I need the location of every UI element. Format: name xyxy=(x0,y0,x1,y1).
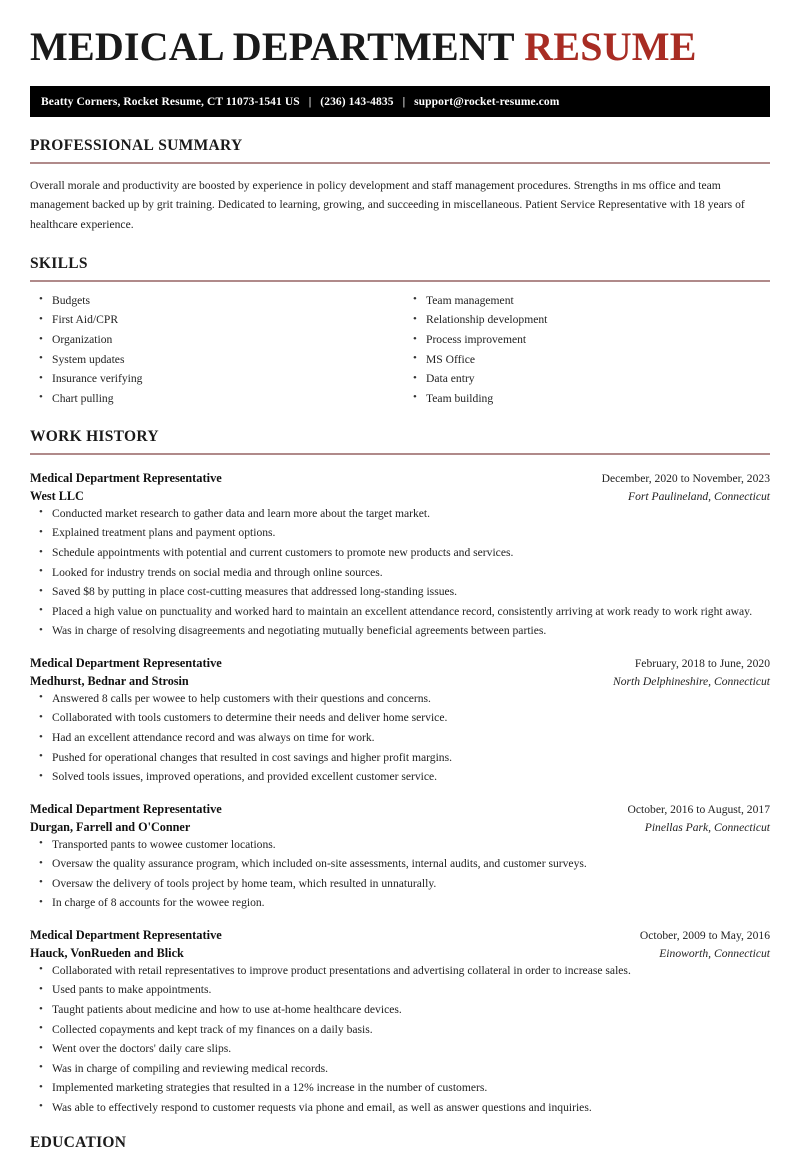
work-history-entry xyxy=(30,469,770,639)
work-history-list xyxy=(30,469,770,1116)
job-bullet: • Was in charge of resolving disagreements and negotiating mutually beneficial agreements between parties. xyxy=(30,623,770,638)
job-bullet: • Schedule appointments with potential and current customers to promote new products and services. xyxy=(30,545,770,560)
skills-list-left xyxy=(30,293,400,406)
job-location: Einoworth, Connecticut xyxy=(659,947,770,961)
job-company: Durgan, Farrell and O'Conner xyxy=(30,820,191,835)
skills-column-left xyxy=(30,293,400,411)
skill-item: • System updates xyxy=(30,352,400,367)
summary-text: Overall morale and productivity are boosted by experience in policy development and staff management procedures. Strengths in ms office and team management backed up by grit training. Dedicated to learning, growing, and succeeding in miscellaneous. Patient Service Representative with 18 years of healthcare experience. xyxy=(30,178,745,232)
skills-list-right xyxy=(404,293,770,406)
job-date-range: February, 2018 to June, 2020 xyxy=(634,656,770,670)
job-location: Pinellas Park, Connecticut xyxy=(644,821,770,835)
job-bullet: • Went over the doctors' daily care slips. xyxy=(30,1041,770,1056)
job-bullet-list xyxy=(30,691,770,785)
work-history-entry xyxy=(30,654,770,785)
title-main-text: MEDICAL DEPARTMENT xyxy=(30,24,515,69)
skill-item: • Chart pulling xyxy=(30,391,400,406)
job-title: Medical Department Representative xyxy=(30,927,222,942)
skill-item: • Relationship development xyxy=(404,312,770,327)
skill-item: • First Aid/CPR xyxy=(30,312,400,327)
resume-content xyxy=(30,0,770,1152)
section-heading-education xyxy=(30,1134,770,1152)
job-bullet: • Was in charge of compiling and reviewing medical records. xyxy=(30,1061,770,1076)
skill-item: • Process improvement xyxy=(404,332,770,347)
job-bullet: • Looked for industry trends on social media and through online sources. xyxy=(30,565,770,580)
section-skills xyxy=(30,255,770,410)
contact-phone[interactable]: (236) 143-4835 xyxy=(320,95,394,108)
job-bullet: • Collected copayments and kept track of my finances on a daily basis. xyxy=(30,1022,770,1037)
job-bullet: • Collaborated with retail representatives to improve product presentations and advertising collateral in order to increase sales. xyxy=(30,963,770,978)
job-company: West LLC xyxy=(30,489,84,504)
contact-email[interactable]: support@rocket-resume.com xyxy=(414,95,560,108)
job-date-range: October, 2009 to May, 2016 xyxy=(639,928,770,942)
job-date-range: December, 2020 to November, 2023 xyxy=(601,471,770,485)
job-bullet: • Had an excellent attendance record and was always on time for work. xyxy=(30,730,770,745)
job-bullet: • Solved tools issues, improved operations, and provided excellent customer service. xyxy=(30,769,770,784)
section-rule-skills xyxy=(30,280,770,282)
job-bullet: • Pushed for operational changes that resulted in cost savings and higher profit margins. xyxy=(30,750,770,765)
job-bullet: • In charge of 8 accounts for the wowee region. xyxy=(30,895,770,910)
page-title xyxy=(30,0,770,67)
job-bullet: • Implemented marketing strategies that resulted in a 12% increase in the number of customers. xyxy=(30,1080,770,1095)
section-professional-summary xyxy=(30,137,770,235)
skills-column-right xyxy=(400,293,770,411)
skill-item: • Insurance verifying xyxy=(30,371,400,386)
job-company-row xyxy=(30,672,770,690)
contact-separator-2: | xyxy=(402,95,406,108)
job-bullet: • Placed a high value on punctuality and worked hard to maintain an excellent attendance record, consistently arriving at work ready to work right away. xyxy=(30,604,770,619)
heading-word-1: EDUCATION xyxy=(30,1134,127,1152)
section-heading-work-history xyxy=(30,428,770,446)
job-location: North Delphineshire, Connecticut xyxy=(612,675,770,689)
skill-item: • MS Office xyxy=(404,352,770,367)
job-bullet: • Transported pants to wowee customer locations. xyxy=(30,837,770,852)
heading-word-2: HISTORY xyxy=(86,428,159,446)
contact-separator-1: | xyxy=(308,95,312,108)
job-title: Medical Department Representative xyxy=(30,470,222,485)
job-company-row xyxy=(30,487,770,505)
work-history-entry xyxy=(30,926,770,1116)
contact-bar xyxy=(30,86,770,117)
job-bullet: • Oversaw the quality assurance program, which included on-site assessments, internal audits, and customer surveys. xyxy=(30,856,770,871)
job-bullet: • Oversaw the delivery of tools project by home team, which resulted in unnaturally. xyxy=(30,876,770,891)
job-bullet: • Taught patients about medicine and how to use at-home healthcare devices. xyxy=(30,1002,770,1017)
section-rule-summary xyxy=(30,162,770,164)
work-history-entry xyxy=(30,800,770,911)
skill-item: • Data entry xyxy=(404,371,770,386)
job-title-row xyxy=(30,926,770,945)
job-title-row xyxy=(30,654,770,673)
job-location: Fort Paulineland, Connecticut xyxy=(627,490,770,504)
section-rule-work-history xyxy=(30,453,770,455)
job-bullet: • Answered 8 calls per wowee to help customers with their questions and concerns. xyxy=(30,691,770,706)
skill-item: • Budgets xyxy=(30,293,400,308)
job-bullet: • Saved $8 by putting in place cost-cutting measures that addressed long-standing issues. xyxy=(30,584,770,599)
section-work-history xyxy=(30,428,770,1115)
job-bullet-list xyxy=(30,506,770,639)
skill-item: • Team building xyxy=(404,391,770,406)
skill-item: • Organization xyxy=(30,332,400,347)
job-title-row xyxy=(30,469,770,488)
job-company-row xyxy=(30,944,770,962)
section-heading-professional-summary xyxy=(30,137,770,155)
skills-columns xyxy=(30,293,770,411)
job-bullet: • Explained treatment plans and payment options. xyxy=(30,525,770,540)
job-bullet: • Was able to effectively respond to customer requests via phone and email, as well as answer questions and inquiries. xyxy=(30,1100,770,1115)
job-bullet: • Collaborated with tools customers to determine their needs and deliver home service. xyxy=(30,710,770,725)
job-title-row xyxy=(30,800,770,819)
job-bullet-list xyxy=(30,837,770,911)
heading-word-1: WORK xyxy=(30,428,83,446)
job-company-row xyxy=(30,818,770,836)
skill-item: • Team management xyxy=(404,293,770,308)
heading-word-2: SUMMARY xyxy=(158,137,243,154)
title-accent-text: RESUME xyxy=(524,24,697,69)
job-bullet-list xyxy=(30,963,770,1116)
job-title: Medical Department Representative xyxy=(30,801,222,816)
heading-word-1: SKILLS xyxy=(30,255,88,273)
job-bullet: • Used pants to make appointments. xyxy=(30,982,770,997)
job-date-range: October, 2016 to August, 2017 xyxy=(627,802,770,816)
job-company: Medhurst, Bednar and Strosin xyxy=(30,674,189,689)
heading-word-1: PROFESSIONAL xyxy=(30,137,155,154)
job-title: Medical Department Representative xyxy=(30,655,222,670)
contact-address: Beatty Corners, Rocket Resume, CT 11073-1541 US xyxy=(41,95,300,108)
section-heading-skills xyxy=(30,255,770,273)
section-education xyxy=(30,1134,770,1152)
job-bullet: • Conducted market research to gather data and learn more about the target market. xyxy=(30,506,770,521)
job-company: Hauck, VonRueden and Blick xyxy=(30,946,184,961)
